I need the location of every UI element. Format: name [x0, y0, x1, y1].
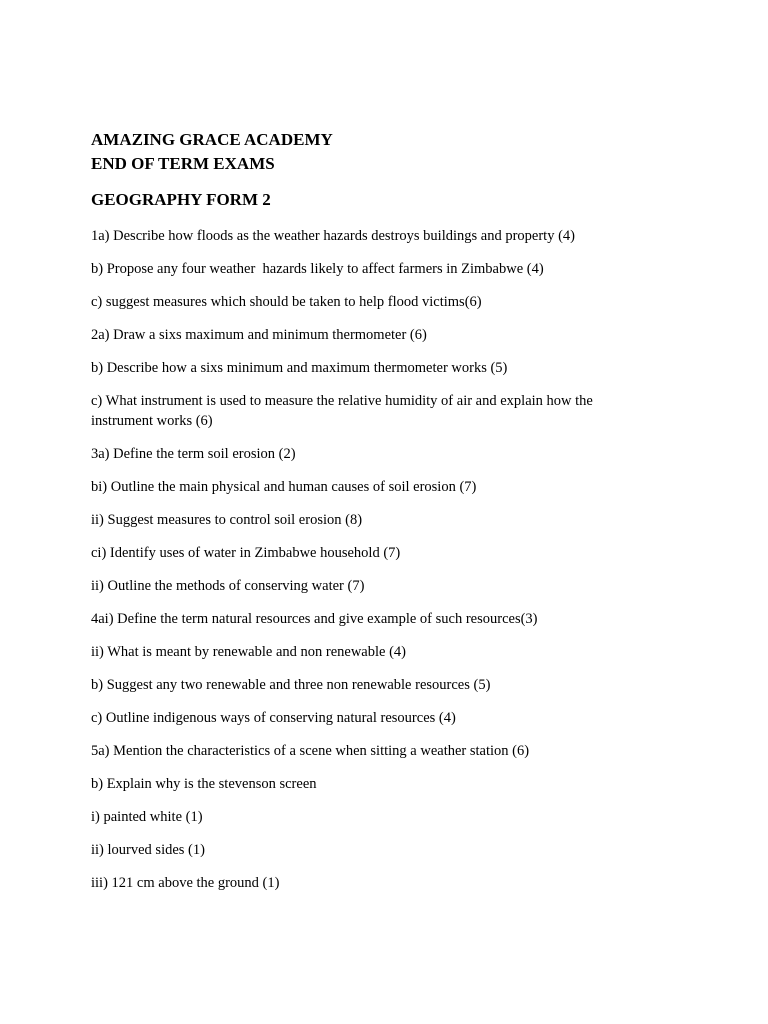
question-item: ii) What is meant by renewable and non renewable (4)	[91, 644, 406, 660]
question-item: ii) Outline the methods of conserving water (7)	[91, 578, 365, 594]
question-item: ci) Identify uses of water in Zimbabwe household (7)	[91, 545, 401, 561]
question-item: b) Describe how a sixs minimum and maximum thermometer works (5)	[91, 360, 508, 376]
question-item: b) Propose any four weather hazards likely to affect farmers in Zimbabwe (4)	[91, 261, 544, 277]
question-item: bi) Outline the main physical and human causes of soil erosion (7)	[91, 479, 477, 495]
question-list	[91, 226, 651, 893]
question-item: 4ai) Define the term natural resources and give example of such resources(3)	[91, 611, 538, 627]
question-item: b) Suggest any two renewable and three non renewable resources (5)	[91, 677, 491, 693]
question-item: c) suggest measures which should be taken to help flood victims(6)	[91, 294, 482, 310]
document-body	[91, 128, 651, 893]
question-item: c) Outline indigenous ways of conserving natural resources (4)	[91, 710, 456, 726]
exam-title: END OF TERM EXAMS	[91, 154, 275, 173]
question-item: i) painted white (1)	[91, 809, 203, 825]
question-item: iii) 121 cm above the ground (1)	[91, 875, 280, 891]
question-item: b) Explain why is the stevenson screen	[91, 776, 317, 792]
question-item: ii) lourved sides (1)	[91, 842, 205, 858]
school-name: AMAZING GRACE ACADEMY	[91, 130, 333, 149]
question-item: 1a) Describe how floods as the weather hazards destroys buildings and property (4)	[91, 228, 575, 244]
question-item: ii) Suggest measures to control soil erosion (8)	[91, 512, 363, 528]
question-item: 3a) Define the term soil erosion (2)	[91, 446, 296, 462]
question-item: c) What instrument is used to measure the relative humidity of air and explain how the instrument works (6)	[91, 393, 597, 429]
question-item: 2a) Draw a sixs maximum and minimum thermometer (6)	[91, 327, 427, 343]
question-item: 5a) Mention the characteristics of a scene when sitting a weather station (6)	[91, 743, 530, 759]
subject-title: GEOGRAPHY FORM 2	[91, 190, 271, 209]
